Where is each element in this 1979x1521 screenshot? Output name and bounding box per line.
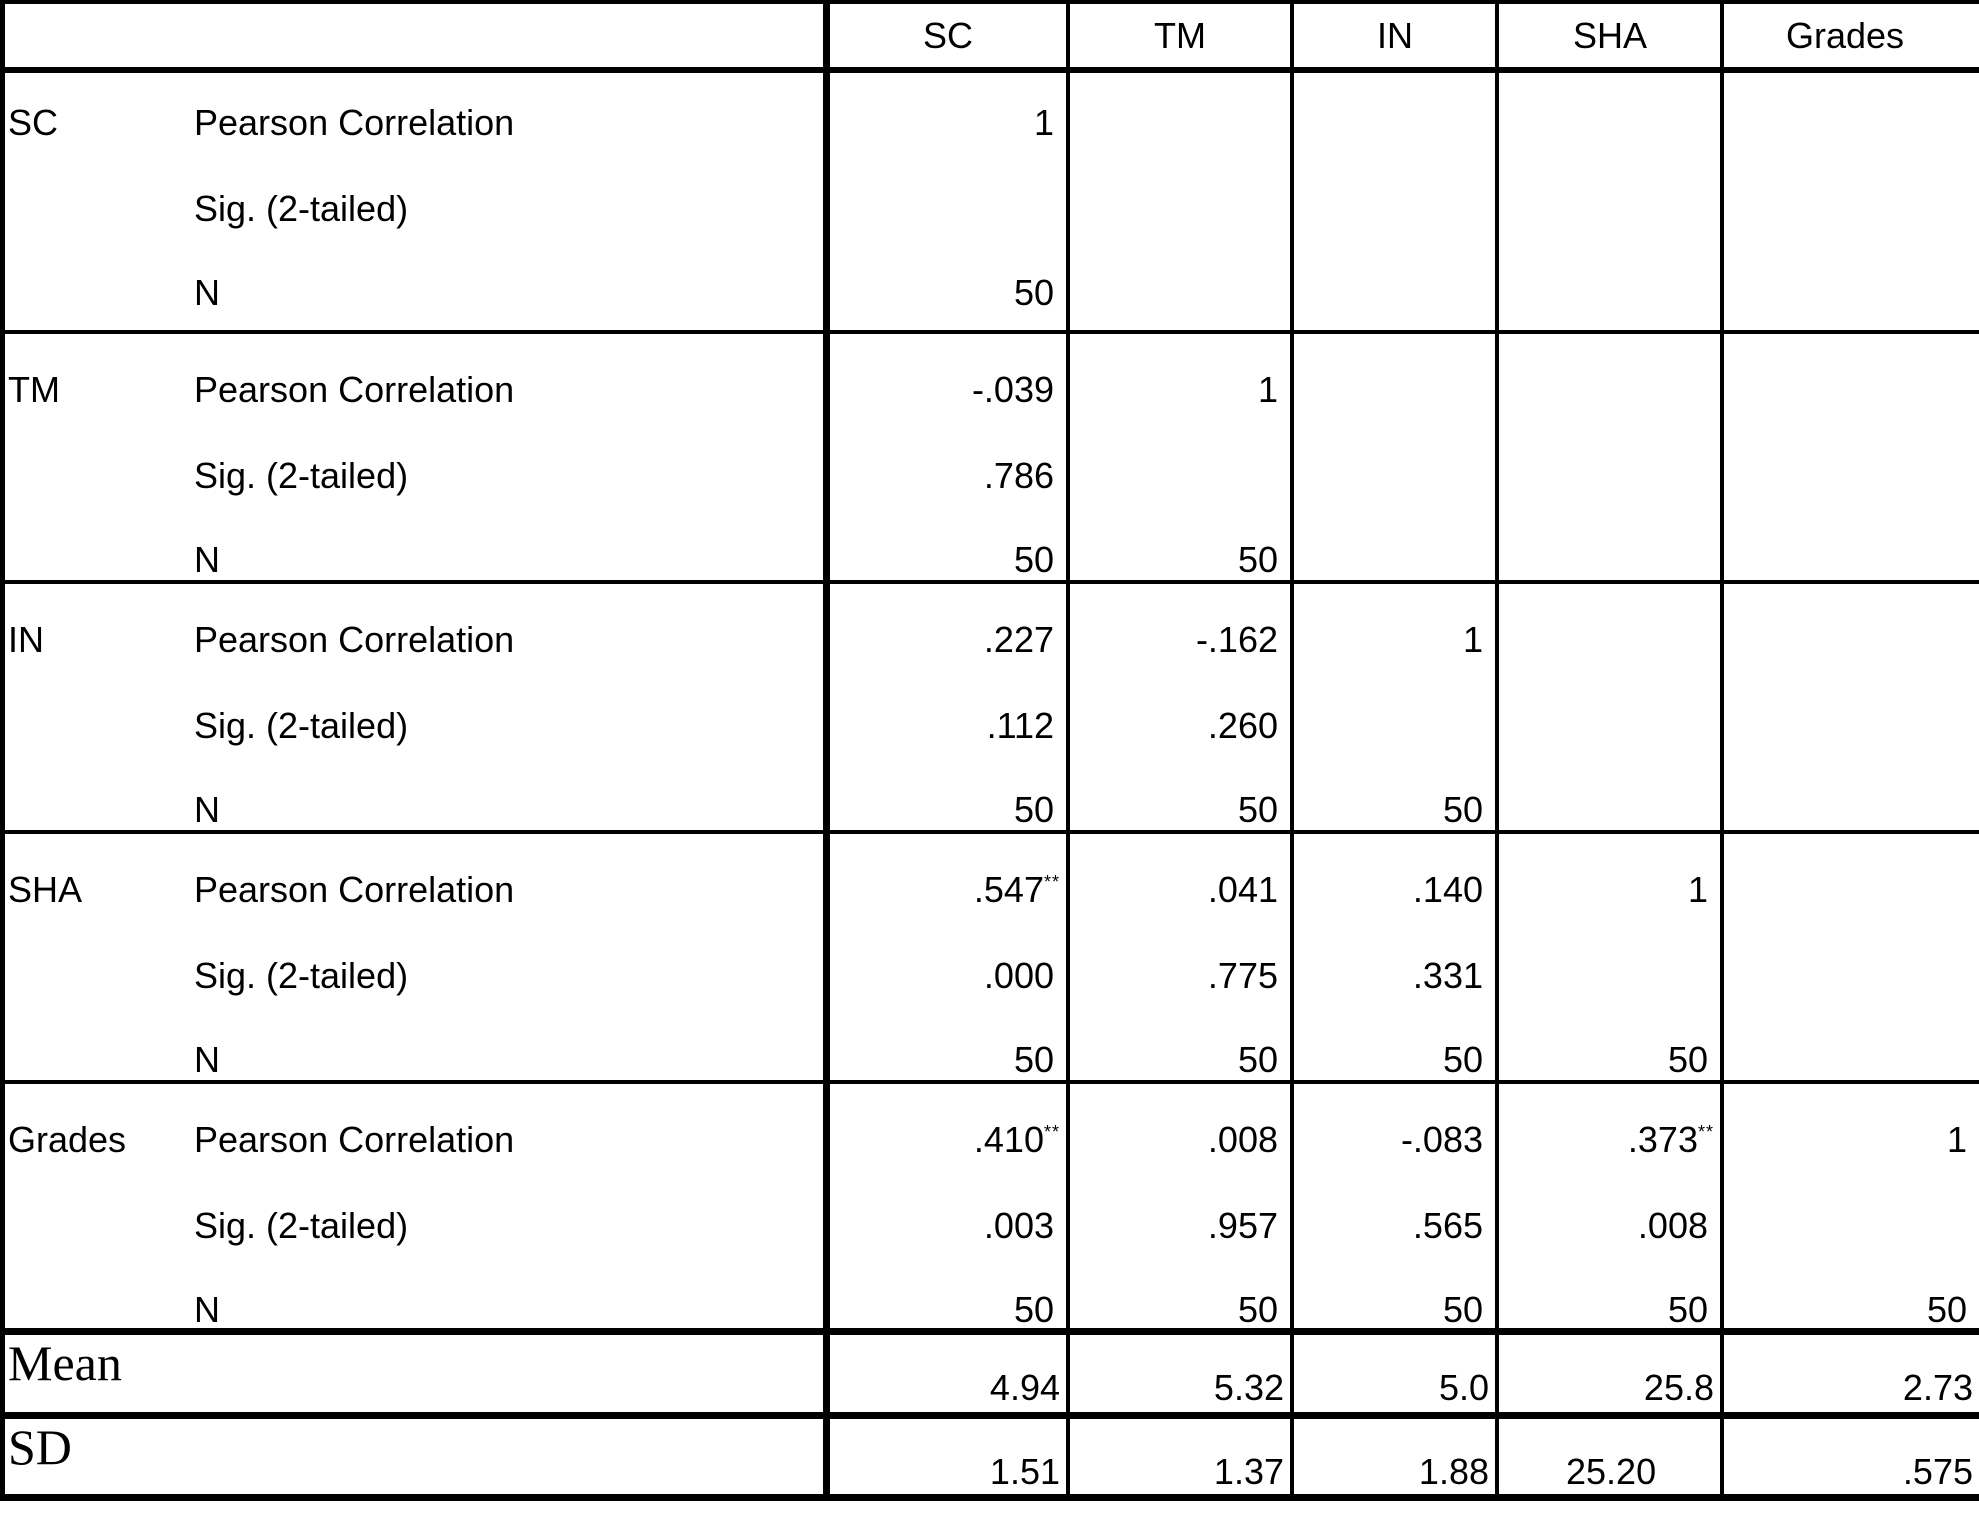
cell-value: 50 [1013,1039,1054,1080]
cell-value: -.039 [971,369,1054,410]
cell-value: 50 [1013,539,1054,580]
stat-label: Pearson Correlation [194,369,515,410]
cell-value: 50 [1237,1289,1278,1330]
table-cell [1255,1290,1483,1330]
cell-value: .547 [973,869,1044,910]
significance-mark: ** [1697,1122,1714,1142]
table-cell [1050,1040,1278,1080]
summary-label: Mean [8,1335,122,1391]
cell-value: 1 [1946,1119,1967,1160]
summary-label: SD [8,1419,72,1475]
table-cell [826,706,1054,746]
summary-value: 4.94 [989,1367,1060,1408]
stat-label: N [194,789,220,830]
table-cell [826,540,1054,580]
summary-divider [0,1412,1979,1419]
row-divider [0,1080,1979,1084]
cell-value: 50 [1237,789,1278,830]
cell-value: .775 [1207,955,1278,996]
column-header: TM [1154,15,1206,56]
cell-value: .786 [983,455,1054,496]
stub-divider [823,0,830,1501]
row-variable-label: SHA [8,869,83,910]
cell-value: .410 [973,1119,1044,1160]
table-cell [1050,370,1278,410]
left-border [0,0,5,1501]
row-divider [0,830,1979,834]
stat-label: N [194,539,220,580]
summary-value: 1.37 [1213,1451,1284,1492]
cell-value: .008 [1637,1205,1708,1246]
stat-label: N [194,1289,220,1330]
row-divider [0,580,1979,584]
table-cell [1050,1120,1278,1160]
table-cell [826,1290,1054,1330]
table-cell [826,1120,1060,1160]
significance-mark: ** [1043,872,1060,892]
table-cell [1480,1120,1714,1160]
stat-label: Sig. (2-tailed) [194,955,409,996]
table-cell [1255,790,1483,830]
table-cell [826,956,1054,996]
summary-value: 2.73 [1902,1367,1973,1408]
table-cell [826,870,1060,910]
table-cell [826,620,1054,660]
cell-value: .227 [983,619,1054,660]
cell-value: .008 [1207,1119,1278,1160]
row-variable-label: IN [8,619,44,660]
cell-value: 50 [1667,1289,1708,1330]
cell-value: -.162 [1195,619,1278,660]
cell-value: .957 [1207,1205,1278,1246]
column-divider [1720,0,1724,1501]
table-cell [1050,706,1278,746]
column-header: IN [1377,15,1413,56]
table-cell [1255,956,1483,996]
cell-value: 50 [1926,1289,1967,1330]
cell-value: .041 [1207,869,1278,910]
table-cell [1050,1206,1278,1246]
column-divider [1290,0,1294,1501]
table-cell [1050,620,1278,660]
cell-value: .565 [1412,1205,1483,1246]
table-cell [826,790,1054,830]
table-cell [1480,1290,1708,1330]
cell-value: 50 [1442,1039,1483,1080]
stat-label: Pearson Correlation [194,102,515,143]
table-cell [826,1040,1054,1080]
stat-label: Sig. (2-tailed) [194,455,409,496]
summary-value: 25.20 [1566,1451,1657,1492]
cell-value: -.083 [1400,1119,1483,1160]
cell-value: 1 [1257,369,1278,410]
cell-value: 50 [1013,1289,1054,1330]
table-cell [1050,790,1278,830]
table-cell [1050,870,1278,910]
summary-value: 1.51 [989,1451,1060,1492]
cell-value: .112 [986,705,1054,746]
top-border [0,0,1979,4]
column-header: Grades [1785,15,1905,56]
table-cell [1050,1290,1278,1330]
cell-value: .373 [1627,1119,1698,1160]
table-cell [1739,1290,1967,1330]
header-divider [0,67,1979,73]
stat-label: N [194,1039,220,1080]
cell-value: 50 [1013,789,1054,830]
table-cell [826,273,1054,313]
cell-value: .260 [1207,705,1278,746]
row-variable-label: Grades [8,1119,127,1160]
table-cell [1480,1206,1708,1246]
cell-value: 50 [1013,272,1054,313]
significance-mark: ** [1043,1122,1060,1142]
summary-value: 5.32 [1213,1367,1284,1408]
row-variable-label: TM [8,369,60,410]
cell-value: 50 [1237,1039,1278,1080]
table-cell [826,1206,1054,1246]
cell-value: 1 [1687,869,1708,910]
summary-value: 1.88 [1418,1451,1489,1492]
table-cell [1255,620,1483,660]
cell-value: .003 [983,1205,1054,1246]
cell-value: 50 [1667,1039,1708,1080]
table-cell [1255,1040,1483,1080]
table-cell [826,456,1054,496]
table-cell [826,103,1054,143]
cell-value: 50 [1237,539,1278,580]
column-header: SHA [1572,15,1648,56]
table-cell [1255,870,1483,910]
table-cell [826,370,1054,410]
table-cell [1480,1040,1708,1080]
table-cell [1255,1206,1483,1246]
table-cell [1480,870,1708,910]
cell-value: .000 [983,955,1054,996]
cell-value: .331 [1412,955,1483,996]
cell-value: .140 [1412,869,1483,910]
stat-label: Pearson Correlation [194,1119,515,1160]
bottom-border [0,1494,1979,1501]
table-cell [1050,540,1278,580]
cell-value: 50 [1442,1289,1483,1330]
stat-label: Pearson Correlation [194,619,515,660]
cell-value: 1 [1033,102,1054,143]
stat-label: Pearson Correlation [194,869,515,910]
summary-value: 25.8 [1643,1367,1714,1408]
summary-value: 5.0 [1438,1367,1489,1408]
stat-label: Sig. (2-tailed) [194,188,409,229]
column-divider [1066,0,1070,1501]
row-divider [0,330,1979,334]
cell-value: 50 [1442,789,1483,830]
stat-label: Sig. (2-tailed) [194,705,409,746]
table-cell [1739,1120,1967,1160]
cell-value: 1 [1462,619,1483,660]
column-header: SC [922,15,973,56]
summary-value: .575 [1902,1451,1973,1492]
table-cell [1050,956,1278,996]
table-cell [1255,1120,1483,1160]
row-variable-label: SC [8,102,59,143]
stat-label: Sig. (2-tailed) [194,1205,409,1246]
column-divider [1495,0,1499,1501]
stat-label: N [194,272,220,313]
